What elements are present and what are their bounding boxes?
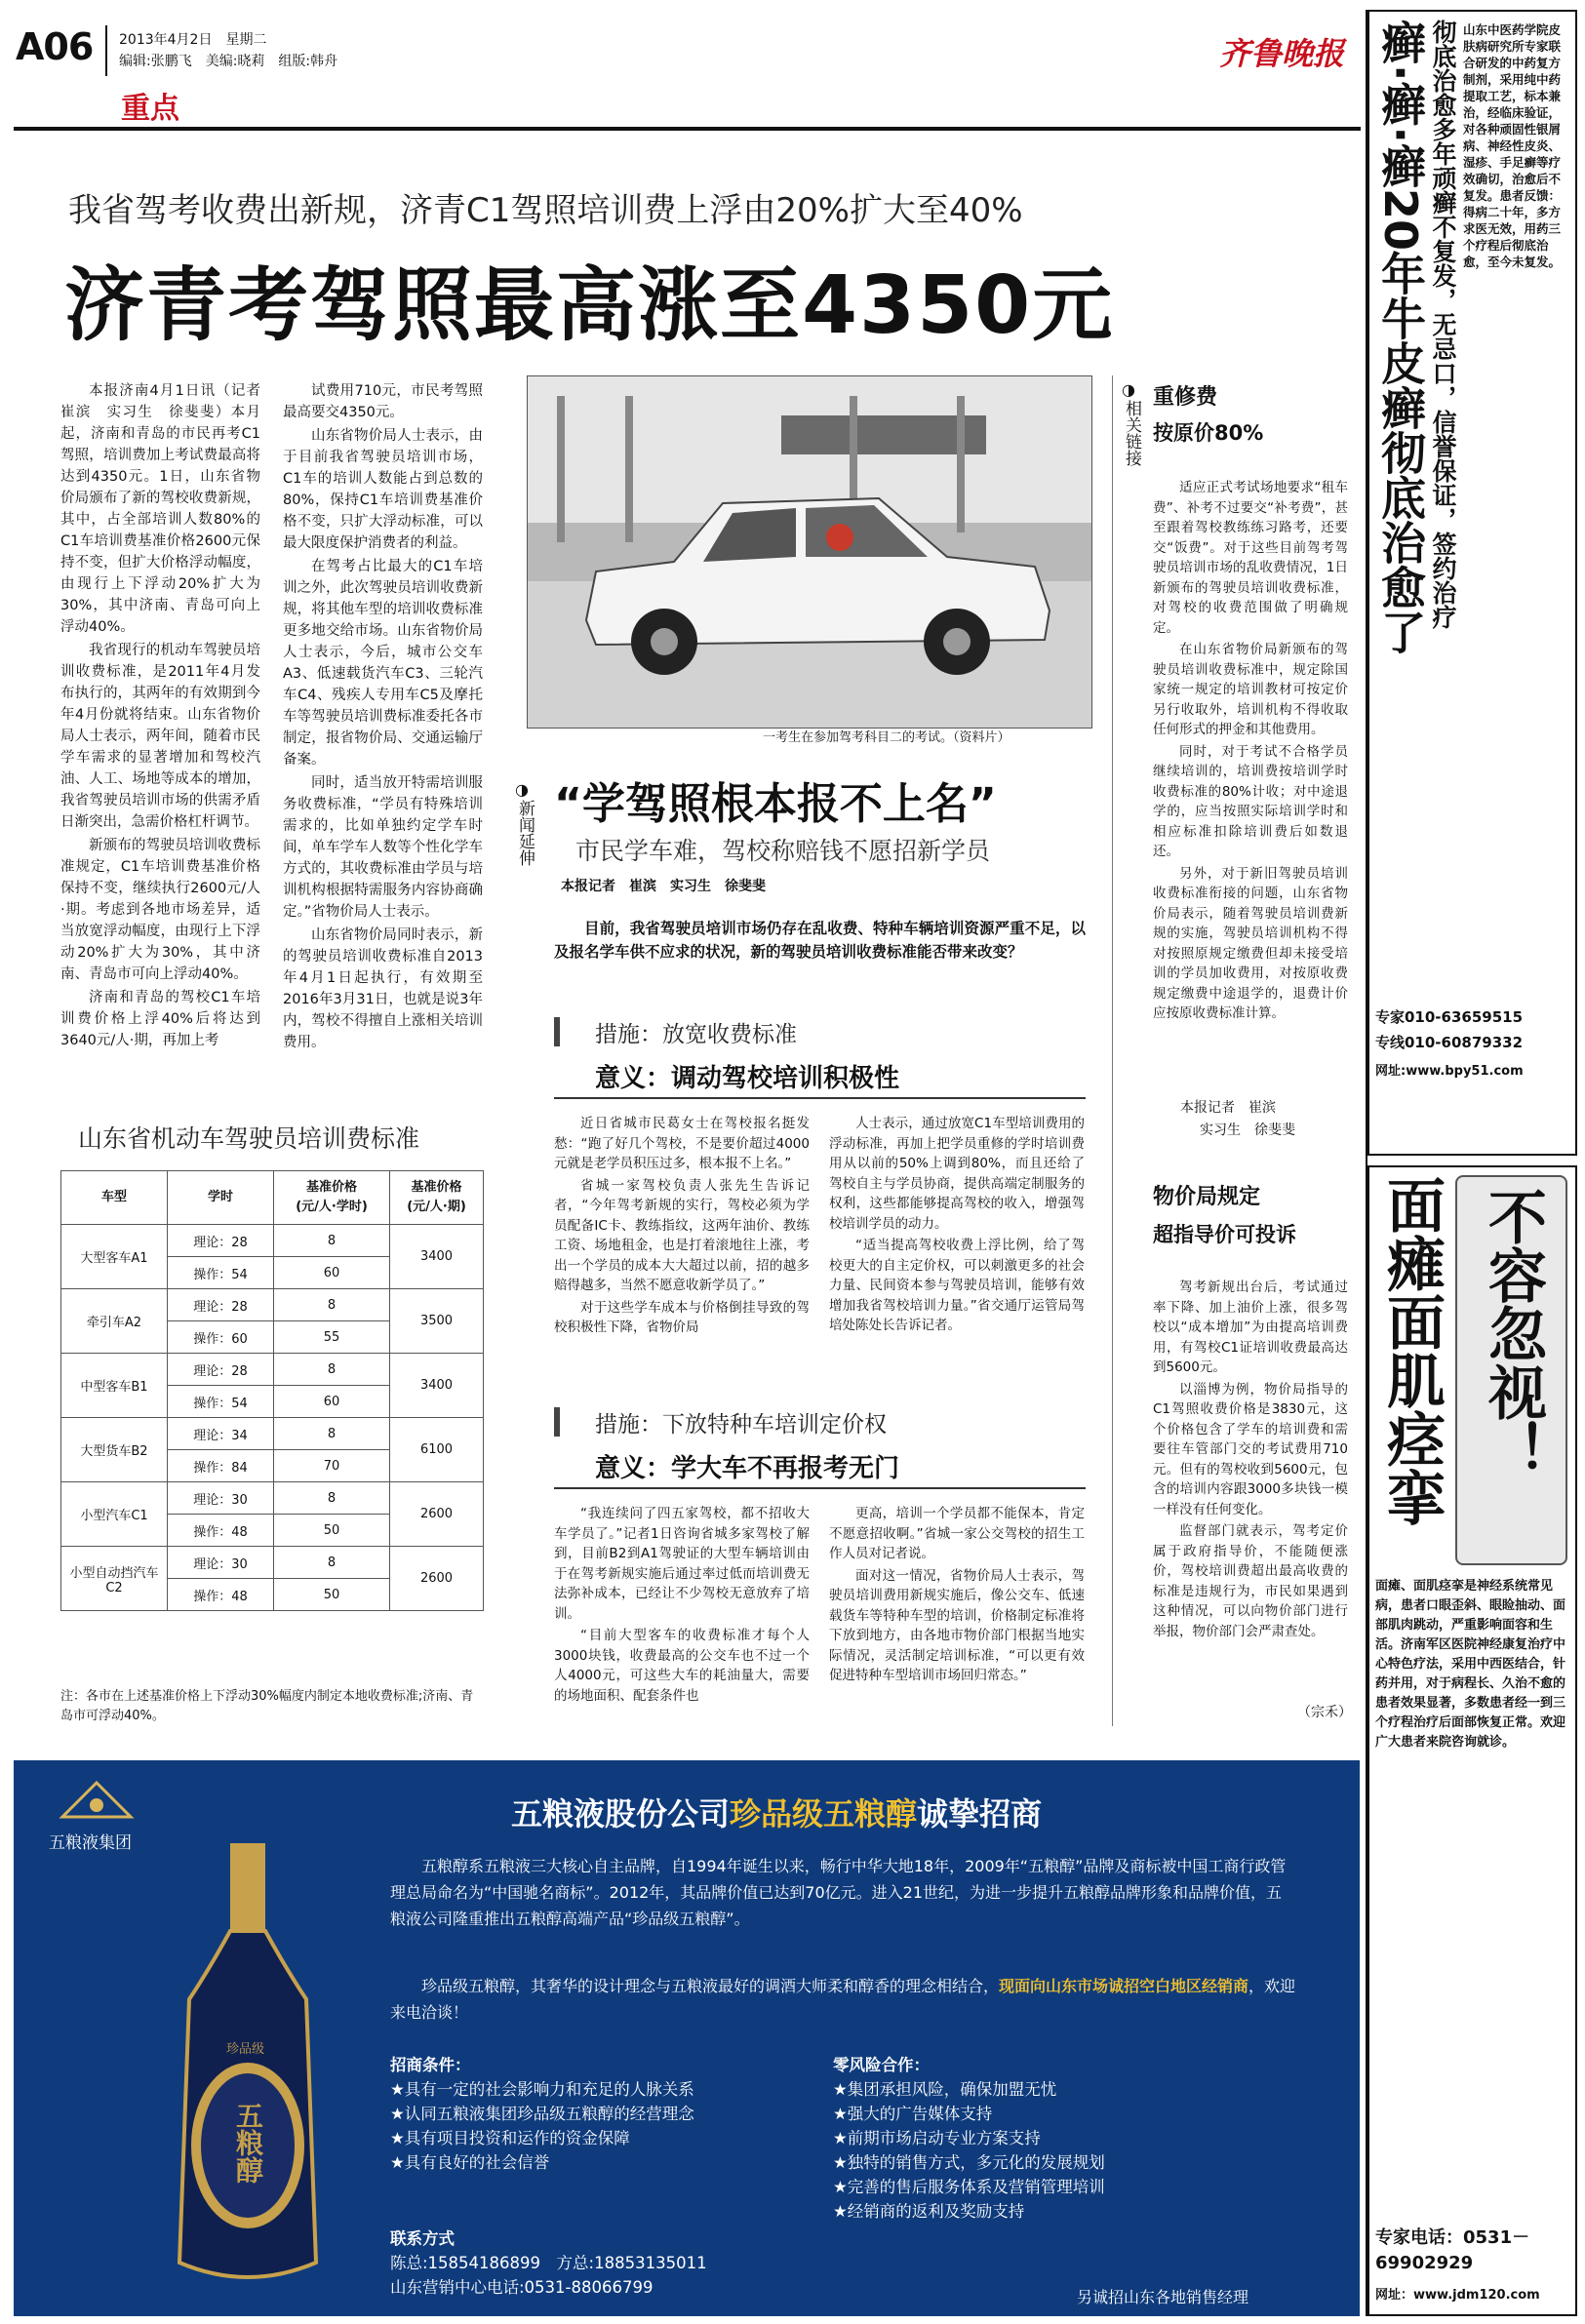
- link-para: 以淄博为例，物价局指导的C1驾照收费价格是3830元，这个价格包含了学车的培训费和需要往车管部门交的考试费用710元。但有的驾校收到5600元，包含的培训内容跟3000多块钱一模一样没有任何变化。: [1153, 1381, 1348, 1517]
- link-title-2: 按原价80%: [1153, 421, 1264, 445]
- table-cell-type: 大型货车B2: [61, 1418, 168, 1482]
- table-cell-total: 2600: [390, 1547, 484, 1611]
- table-cell-hours: 操作：60: [168, 1321, 274, 1354]
- sidebar-ad-2: [1367, 1165, 1577, 2316]
- table-cell-hours: 理论：28: [168, 1354, 274, 1386]
- table-cell-type: 中型客车B1: [61, 1354, 168, 1418]
- table-cell-hours: 理论：30: [168, 1482, 274, 1515]
- link-title-1: 重修费: [1153, 385, 1218, 410]
- extend-byline: 本报记者 崔滨 实习生 徐斐斐: [561, 879, 766, 894]
- table-cell-hours: 操作：54: [168, 1257, 274, 1289]
- ad-para-1: 五粮醇系五粮液三大核心自主品牌，自1994年诞生以来，畅行中华大地18年，2009年“五粮醇”品牌及商标被中国工商行政管理总局命名为“中国驰名商标”。2012年，其品牌价值已达到70亿元。进入21世纪，为进一步提升五粮醇品牌形象和品牌价值，五粮液公司隆重推出五粮醇高端产品“珍品级五粮醇”。: [390, 1857, 1287, 1928]
- table-cell-price: 8: [274, 1354, 390, 1386]
- sidebar-ad-2-badge: [1455, 1175, 1567, 1565]
- fee-table-wrap: [60, 1170, 484, 1611]
- measure-1-col-1: [554, 1114, 810, 1372]
- coop-item: ★完善的售后服务体系及营销管理培训: [833, 2178, 1105, 2196]
- table-cell-hours: 理论：28: [168, 1225, 274, 1257]
- extend-para: “目前大型客车的收费标准才每个人3000块钱，收费最高的公交车也不过一个人4000元，可这些大车的耗油量大，需要的场地面积、配套条件也: [554, 1628, 810, 1704]
- measure-1-rule: [554, 1097, 1086, 1099]
- extend-para: 省城一家驾校负责人张先生告诉记者，“今年驾考新规的实行，驾校必须为学员配备IC卡、教练指纹，这两年油价、教练工资、场地租金，也是打着滚地往上涨，考出一个学员的成本大大超过以前，招的越多赔得越多，当然不愿意收新学员了。”: [554, 1177, 810, 1293]
- lead-para: 我省现行的机动车驾驶员培训收费标准，是2011年4月发布执行的，其两年的有效期到今年4月份就将结束。山东省物价局人士表示，两年间，随着市民学车需求的显著增加和驾校汽油、人工、场地等成本的增加，我省驾驶员培训市场的供需矛盾日渐突出，急需价格杠杆调节。: [60, 643, 260, 830]
- page-number: A06: [16, 25, 94, 68]
- header-divider: [105, 25, 107, 76]
- table-cell-price: 8: [274, 1418, 390, 1450]
- extend-para: 更高，培训一个学员都不能保本，肯定不愿意招收啊。”省城一家公交驾校的招生工作人员对记者说。: [829, 1506, 1085, 1561]
- coop-item: ★前期市场启动专业方案支持: [833, 2129, 1041, 2147]
- link-label-text: 相关链接: [1122, 400, 1141, 466]
- table-cell-hours: 操作：48: [168, 1579, 274, 1611]
- ad-brand-name: 五粮液集团: [49, 1833, 132, 1853]
- header-rule: [14, 127, 1361, 131]
- coop-item: ★经销商的返利及奖励支持: [833, 2202, 1025, 2221]
- sidebar-ad-1: [1367, 10, 1577, 1156]
- coop-item: ★强大的广告媒体支持: [833, 2105, 993, 2123]
- ad-brand-logo: [53, 1778, 140, 1836]
- link-signoff: （宗禾）: [1297, 1705, 1352, 1720]
- ad-para-2-highlight: 现面向山东市场诚招空白地区经销商: [999, 1977, 1249, 1995]
- table-header: 基准价格 (元/人·期): [390, 1171, 484, 1225]
- link-para: 监督部门就表示，驾考定价属于政府指导价，不能随便涨价，驾校培训费超出最高收费的标准是违规行为，市民如果遇到这种情况，可以向物价部门进行举报，物价部门会严肃查处。: [1153, 1523, 1348, 1639]
- table-cell-price: 50: [274, 1579, 390, 1611]
- link-label: [1122, 380, 1139, 471]
- table-cell-price: 8: [274, 1289, 390, 1321]
- table-cell-hours: 理论：30: [168, 1547, 274, 1579]
- table-cell-price: 60: [274, 1257, 390, 1289]
- req-item: ★具有良好的社会信誉: [390, 2153, 550, 2172]
- table-cell-type: 大型客车A1: [61, 1225, 168, 1289]
- table-cell-total: 3400: [390, 1225, 484, 1289]
- liquor-bottle-illustration: [150, 1833, 345, 2302]
- extend-intro: 目前，我省驾驶员培训市场仍存在乱收费、特种车辆培训资源严重不足，以及报名学车供不应求的状况，新的驾驶员培训收费标准能否带来改变？: [554, 920, 1086, 961]
- table-row: [61, 1547, 484, 1579]
- ad-requirements: [390, 2053, 800, 2175]
- sidebar-phone-3: 专家电话：0531－69902929: [1375, 2227, 1530, 2273]
- extend-subhead: 市民学车难，驾校称赔钱不愿招新学员: [575, 837, 991, 865]
- extend-label: [515, 780, 533, 871]
- table-cell-type: 小型自动挡汽车C2: [61, 1547, 168, 1611]
- link-para: 在山东省物价局新颁布的驾驶员培训收费标准中，规定除国家统一规定的培训教材可按定价另行收取外，培训机构不得收取任何形式的押金和其他费用。: [1153, 642, 1348, 737]
- ad-para-2: [390, 1973, 1297, 2026]
- date-line: 2013年4月2日 星期二: [119, 32, 267, 48]
- table-cell-price: 8: [274, 1482, 390, 1515]
- table-row: [61, 1289, 484, 1321]
- table-cell-hours: 操作：54: [168, 1386, 274, 1418]
- editors-line: 编辑:张鹏飞 美编:晓莉 组版:韩舟: [119, 54, 338, 69]
- ad-title-highlight: 珍品级五粮醇: [730, 1795, 918, 1832]
- table-note: 注：各市在上述基准价格上下浮动30%幅度内制定本地收费标准;济南、青岛市可浮动40%。: [60, 1689, 474, 1723]
- extend-para: 人士表示，通过放宽C1车型培训费用的浮动标准，再加上把学员重修的学时培训费用从以前的50%上调到80%，而且还给了驾校自主与学员协商，提供高端定制服务的权利，这些都能够提高驾校的收入，增强驾校培训学员的动力。: [829, 1116, 1085, 1232]
- sidebar-phone-1: 专家010-63659515: [1375, 1008, 1524, 1026]
- measure-2-col-1: [554, 1504, 810, 1733]
- lead-para: 试费用710元，市民考驾照最高要交4350元。: [283, 383, 483, 420]
- coop-item: ★集团承担风险，确保加盟无忧: [833, 2080, 1057, 2099]
- table-cell-hours: 操作：84: [168, 1450, 274, 1482]
- link-title-3: 物价局规定: [1153, 1185, 1261, 1209]
- car-photo-illustration: [528, 376, 1091, 728]
- extend-headline: “学驾照根本报不上名”: [554, 779, 997, 829]
- link-byline-1: 本报记者 崔滨: [1180, 1100, 1276, 1116]
- sidebar-ad-2-headline: 面瘫面肌痉挛: [1377, 1175, 1446, 1526]
- link-byline-2: 实习生 徐斐斐: [1200, 1123, 1295, 1138]
- ad-cooperation: [833, 2053, 1272, 2224]
- fee-table: [60, 1170, 484, 1611]
- sidebar: [1366, 10, 1577, 2316]
- bottle-top-label: 珍品级: [226, 2042, 265, 2057]
- table-header: 车型: [61, 1171, 168, 1225]
- link-para: 另外，对于新旧驾驶员培训收费标准衔接的问题，山东省物价局表示，随着驾驶员培训费新规的实施，驾驶员培训机构不得对按照原规定缴费但却未接受培训的学员加收费用，对按原收费规定缴费中途退学的，退费计价应按原收费标准计算。: [1153, 865, 1348, 1021]
- table-header: 学时: [168, 1171, 274, 1225]
- link-box-divider: [1112, 375, 1113, 1726]
- lead-para: 济南和青岛的驾校C1车培训费价格上浮40%后将达到3640元/人·期，再加上考: [60, 990, 260, 1048]
- measure-2-meaning: 意义：学大车不再报考无门: [595, 1454, 900, 1483]
- bottle-name-label: 五粮醇: [232, 2102, 264, 2184]
- lead-column-1: [60, 380, 275, 1083]
- page-header: [0, 0, 1361, 127]
- measure-1-col-2: [829, 1114, 1085, 1372]
- lead-para: 山东省物价局人士表示，由于目前我省驾驶员培训市场，C1车的培训人数能占到总数的80%，保持C1车培训费基准价格不变，只扩大浮动标准，可以最大限度保护消费者的利益。: [283, 428, 483, 551]
- req-item: ★认同五粮液集团珍品级五粮醇的经营理念: [390, 2105, 694, 2123]
- table-row: [61, 1482, 484, 1515]
- link-title-4: 超指导价可投诉: [1153, 1223, 1296, 1246]
- wuliangye-emblem-icon: [53, 1778, 140, 1827]
- ad-para-2-b: ，欢迎来电洽谈！: [390, 1977, 1296, 2022]
- table-cell-total: 2600: [390, 1482, 484, 1547]
- measure-2-title: 措施：下放特种车培训定价权: [595, 1412, 887, 1438]
- table-cell-hours: 理论：28: [168, 1289, 274, 1321]
- section-title: 重点: [121, 92, 179, 126]
- extend-label-text: 新闻延伸: [515, 800, 535, 866]
- table-cell-price: 70: [274, 1450, 390, 1482]
- half-circle-icon: ◑: [1122, 380, 1135, 399]
- link-body-2: [1153, 1278, 1348, 1697]
- sidebar-ad-2-text: 面瘫、面肌痉挛是神经系统常见病，患者口眼歪斜、眼睑抽动、面部肌肉跳动，严重影响面容和生活。济南军区医院神经康复治疗中心特色疗法，采用中西医结合，针药并用，对于病程长、久治不愈的患者效果显著，多数患者经一到三个疗程治疗后面部恢复正常。欢迎广大患者来院咨询就诊。: [1375, 1579, 1566, 1750]
- table-row: [61, 1225, 484, 1257]
- sidebar-ad-1-headline: 癣·癣·癣20年牛皮癣彻底治愈了: [1374, 20, 1427, 654]
- contact-title: 联系方式: [390, 2229, 455, 2248]
- table-cell-total: 3500: [390, 1289, 484, 1354]
- table-cell-price: 8: [274, 1547, 390, 1579]
- ad-title-post: 诚挚招商: [917, 1795, 1043, 1832]
- lead-para: 新颁布的驾驶员培训收费标准规定，C1车培训费基准价格保持不变，继续执行2600元/人·期。考虑到各地市场差异，适当放宽浮动幅度，由现行上下浮动20%扩大为30%，其中济南、青岛市可向上浮动40%。: [60, 838, 260, 982]
- coop-title: 零风险合作：: [833, 2056, 930, 2074]
- link-body: [1153, 478, 1348, 1092]
- lead-para: 在驾考占比最大的C1车培训之外，此次驾驶员培训收费新规，将其他车型的培训收费标准更多地交给市场。山东省物价局人士表示，今后，城市公交车A3、低速载货汽车C3、三轮汽车C4、残疾人专用车C5及摩托车等驾驶员培训费标准委托各市制定，报省物价局、交通运输厅备案。: [283, 559, 483, 768]
- table-cell-price: 60: [274, 1386, 390, 1418]
- ad-title-pre: 五粮液股份公司: [511, 1795, 731, 1832]
- sidebar-web-2: 网址：www.jdm120.com: [1375, 2288, 1540, 2303]
- req-item: ★具有一定的社会影响力和充足的人脉关系: [390, 2080, 694, 2099]
- lead-para: 山东省物价局同时表示，新的驾驶员培训收费标准自2013年4月1日起执行，有效期至2016年3月31日，也就是说3年内，驾校不得擅自上涨相关培训费用。: [283, 927, 483, 1050]
- measure-2-rule: [554, 1487, 1086, 1489]
- extend-para: 对于这些学车成本与价格倒挂导致的驾校积极性下降，省物价局: [554, 1299, 810, 1335]
- contact-line: 山东营销中心电话:0531-88066799: [390, 2278, 654, 2297]
- table-cell-type: 牵引车A2: [61, 1289, 168, 1354]
- table-cell-hours: 理论：34: [168, 1418, 274, 1450]
- measure-2-col-2: [829, 1504, 1085, 1733]
- newspaper-logo: 齐鲁晚报: [1219, 35, 1345, 72]
- table-title: 山东省机动车驾驶员培训费标准: [78, 1124, 420, 1153]
- link-para: 驾考新规出台后，考试通过率下降、加上油价上涨，很多驾校以“成本增加”为由提高培训费用，有驾校C1证培训收费最高达到5600元。: [1153, 1280, 1348, 1375]
- table-cell-total: 3400: [390, 1354, 484, 1418]
- extend-para: “我连续问了四五家驾校，都不招收大车学员了。”记者1日咨询省城多家驾校了解到，目前B2到A1驾驶证的大型车辆培训由于在驾考新规实施后通过率过低而培训费无法弥补成本，已经让不少驾校无意放弃了培训。: [554, 1506, 810, 1622]
- table-row: [61, 1418, 484, 1450]
- sidebar-ad-2-badge-text: 不容忽视！: [1479, 1187, 1547, 1479]
- link-para: 同时，对于考试不合格学员继续培训的，培训费按培训学时收费标准的80%计收；对中途退学的，应当按照实际培训学时和相应标准扣除培训费后如数退还。: [1153, 743, 1348, 859]
- table-cell-price: 55: [274, 1321, 390, 1354]
- table-cell-type: 小型汽车C1: [61, 1482, 168, 1547]
- measure-1-marker: [554, 1017, 560, 1046]
- coop-item: ★独特的销售方式，多元化的发展规划: [833, 2153, 1105, 2172]
- lead-para: 本报济南4月1日讯（记者 崔滨 实习生 徐斐斐）本月起，济南和青岛的市民再考C1驾照，培训费加上考试费最高将达到4350元。1日，山东省物价局颁布了新的驾校收费新规，其中，占全部培训人数80%的C1车培训费基准价格2600元保持不变，但扩大价格浮动幅度，由现行上下浮动20%扩大为30%，其中济南、青岛可向上浮动40%。: [60, 383, 275, 635]
- extend-para: 近日省城市民葛女士在驾校报名挺发愁：“跑了好几个驾校，不是要价超过4000元就是老学员积压过多，根本报不上名。”: [554, 1116, 810, 1171]
- lead-column-2: [283, 380, 483, 1083]
- sidebar-phone-2: 专线010-60879332: [1375, 1034, 1524, 1051]
- table-cell-hours: 操作：48: [168, 1515, 274, 1547]
- req-title: 招商条件：: [390, 2056, 471, 2074]
- ad-bottle: [150, 1833, 345, 2302]
- liquor-ad: [14, 1760, 1360, 2316]
- table-header-row: [61, 1171, 484, 1225]
- ad-footer: 另诚招山东各地销售经理: [1077, 2288, 1249, 2306]
- link-para: 适应正式考试场地要求“租车费”、补考不过要交“补考费”，甚至跟着驾校教练练习路考，还要交“饭费”。对于这些目前驾考驾驶员培训市场的乱收费情况，1日新颁布的驾驶员培训收费标准，对驾校的收费范围做了明确规定。: [1153, 480, 1348, 636]
- sidebar-web-1: 网址:www.bpy51.com: [1375, 1064, 1524, 1079]
- extend-para: 面对这一情况，省物价局人士表示，驾驶员培训费用新规实施后，像公交车、低速载货车等特种车型的培训，价格制定标准将下放到地方，由各地市物价部门根据当地实际情况，灵活制定培训标准，“可以更有效促进特种车型培训市场回归常态。”: [829, 1567, 1085, 1683]
- table-cell-price: 8: [274, 1225, 390, 1257]
- contact-line: 陈总:15854186899 方总:18853135011: [390, 2254, 707, 2272]
- lead-kicker: 我省驾考收费出新规，济青C1驾照培训费上浮由20%扩大至40%: [68, 191, 1023, 230]
- table-cell-total: 6100: [390, 1418, 484, 1482]
- half-circle-icon: ◑: [515, 780, 529, 799]
- extend-para: “适当提高驾校收费上浮比例，给了驾校更大的自主定价权，可以刺激更多的社会力量、民间资本参与驾驶员培训，能够有效增加我省驾校培训力量。”省交通厅运管局驾培处陈处长告诉记者。: [829, 1238, 1085, 1333]
- ad-para-2-a: 珍品级五粮醇，其奢华的设计理念与五粮液最好的调酒大师柔和醇香的理念相结合，: [421, 1977, 1000, 1995]
- measure-2-marker: [554, 1407, 560, 1437]
- sidebar-ad-1-text: 山东中医药学院皮肤病研究所专家联合研发的中药复方制剂，采用纯中药提取工艺，标本兼治，经临床验证，对各种顽固性银屑病、神经性皮炎、湿疹、手足癣等疗效确切，治愈后不复发。患者反馈：得病二十年，多方求医无效，用药三个疗程后彻底治愈，至今未复发。: [1463, 22, 1562, 269]
- photo-caption: 一考生在参加驾考科目二的考试。（资料片）: [763, 730, 1010, 745]
- measure-1-title: 措施：放宽收费标准: [595, 1022, 797, 1047]
- ad-title: [511, 1790, 1042, 1834]
- table-row: [61, 1354, 484, 1386]
- table-cell-price: 50: [274, 1515, 390, 1547]
- sidebar-ad-1-subhead: 彻底治愈多年顽癣不复发，无忌口，信誉保证，签约治疗: [1429, 20, 1457, 629]
- news-photo: [527, 375, 1092, 729]
- ad-contact: [390, 2226, 819, 2300]
- measure-1-meaning: 意义：调动驾校培训积极性: [595, 1064, 900, 1093]
- table-header: 基准价格 (元/人·学时): [274, 1171, 390, 1225]
- lead-headline: 济青考驾照最高涨至4350元: [64, 259, 1115, 352]
- req-item: ★具有项目投资和运作的资金保障: [390, 2129, 630, 2147]
- lead-para: 同时，适当放开特需培训服务收费标准，“学员有特殊培训需求的，比如单独约定学车时间，单车学车人数等个性化学车方式的，其收费标准由学员与培训机构根据特需服务内容协商确定。”省物价局人士表示。: [283, 775, 483, 920]
